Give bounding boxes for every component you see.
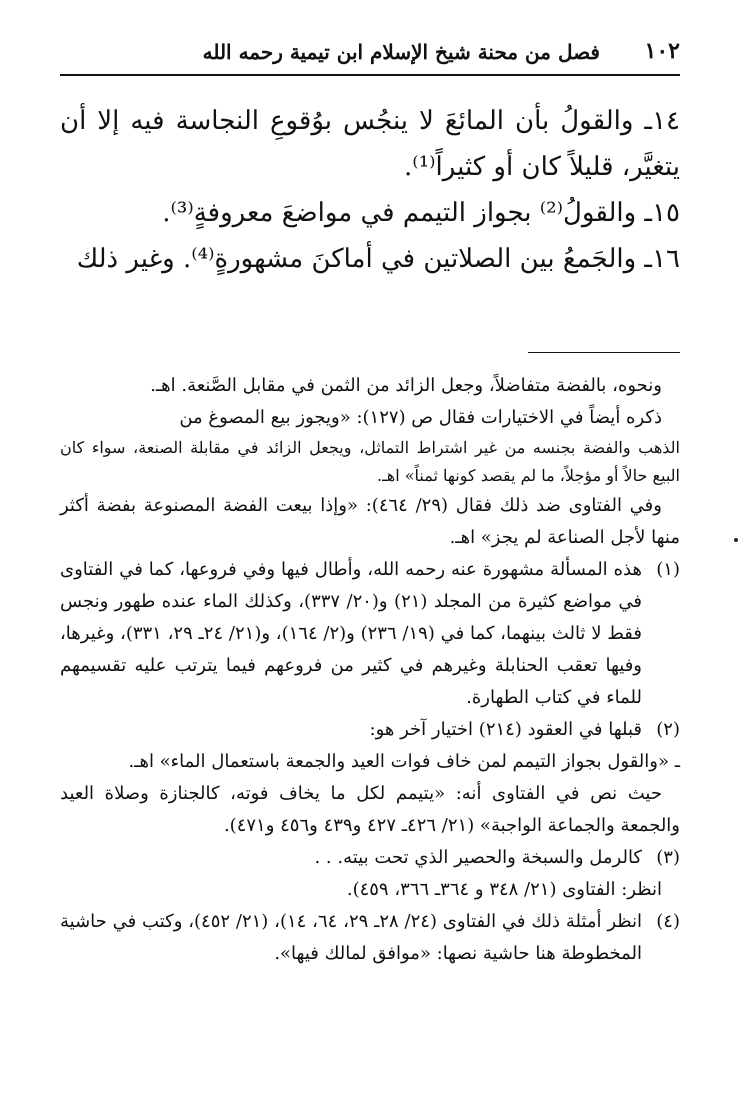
page-number: ١٠٢ [644,38,680,64]
footnote-continuation-1: ونحوه، بالفضة متفاضلاً، وجعل الزائد من الثمن في مقابل الصَّنعة. اهـ. [150,375,662,396]
footnote-continuation-4: وفي الفتاوى ضد ذلك فقال (٢٩/ ٤٦٤): «وإذا بيعت الفضة المصنوعة بفضة أكثر منها لأجل الصناعة لم يجز» اهـ. [60,495,680,548]
footnote-4 [60,906,680,970]
footnote-text: انظر أمثلة ذلك في الفتاوى (٢٤/ ٢٨ـ ٢٩، ٦٤، ١٤)، (٢١/ ٤٥٢)، وكتب في حاشية المخطوطة هنا حاشية نصها: «موافق لمالك فيها». [60,911,643,964]
footnote-continuation-2: ذكره أيضاً في الاختيارات فقال ص (١٢٧): «ويجوز بيع المصوغ من [179,407,662,428]
main-text [60,98,680,282]
footnote-number: (١) [656,559,680,580]
footnote-text: قبلها في العقود (٢١٤) اختيار آخر هو: [369,719,642,740]
footnote-separator [528,352,680,353]
page-header [60,30,680,76]
footnote-2-quote: ـ «والقول بجواز التيمم لمن خاف فوات العيد والجمعة باستعمال الماء» اهـ. [128,751,680,772]
footnote-number: (٤) [656,911,680,932]
footnote-3 [60,842,680,874]
footnote-number: (٢) [656,719,680,740]
footnote-text: كالرمل والسبخة والحصير الذي تحت بيته. . . [314,847,642,868]
running-title: فصل من محنة شيخ الإسلام ابن تيمية رحمه الله [202,40,600,64]
item-14: ١٤ـ والقولُ بأن المائعَ لا ينجُس بوُقوعِ النجاسة فيه إلا أن يتغيَّر، قليلاً كان أو كثيراً⁽¹⁾. [60,106,680,182]
footnote-2-more: حيث نص في الفتاوى أنه: «يتيمم لكل ما يخاف فوته، كالجنازة وصلاة العيد والجمعة والجماعة الواجبة» (٢١/ ٤٢٦ـ ٤٢٧ و٤٣٩ و٤٥٦ و٤٧١). [60,783,680,836]
footnote-1 [60,554,680,714]
footnotes-section [60,370,680,970]
margin-dot [734,538,738,542]
footnote-2 [60,714,680,746]
item-15: ١٥ـ والقولُ⁽²⁾ بجواز التيمم في مواضعَ معروفةٍ⁽³⁾. [162,198,680,228]
document-page [60,30,680,964]
footnote-3-more: انظر: الفتاوى (٢١/ ٣٤٨ و ٣٦٤ـ ٣٦٦، ٤٥٩). [346,879,662,900]
footnote-continuation-3: الذهب والفضة بجنسه من غير اشتراط التماثل، ويجعل الزائد في مقابلة الصنعة، سواء كان البيع حالاً أو مؤجلاً، ما لم يقصد كونها ثمناً» اهـ. [60,438,680,485]
footnote-number: (٣) [656,847,680,868]
footnote-text: هذه المسألة مشهورة عنه رحمه الله، وأطال فيها وفي فروعها، كما في الفتاوى في مواضع كثيرة من المجلد (٢١) و(٢٠/ ٣٣٧)، وكذلك الماء عنده طهور ونجس فقط لا ثالث بينهما، كما في (١٩/ ٢٣٦) و(٢/ ١٦٤)، و(٢١/ ٢٤ـ ٢٩، ٣٣١)، وغيرها، وفيها تعقب الحنابلة وغيرهم في كثير من فروعهم فيما يترتب عليه تقسيمهم للماء في كتاب الطهارة. [60,559,643,708]
item-16: ١٦ـ والجَمعُ بين الصلاتين في أماكنَ مشهورةٍ⁽⁴⁾. وغير ذلك [76,244,680,274]
